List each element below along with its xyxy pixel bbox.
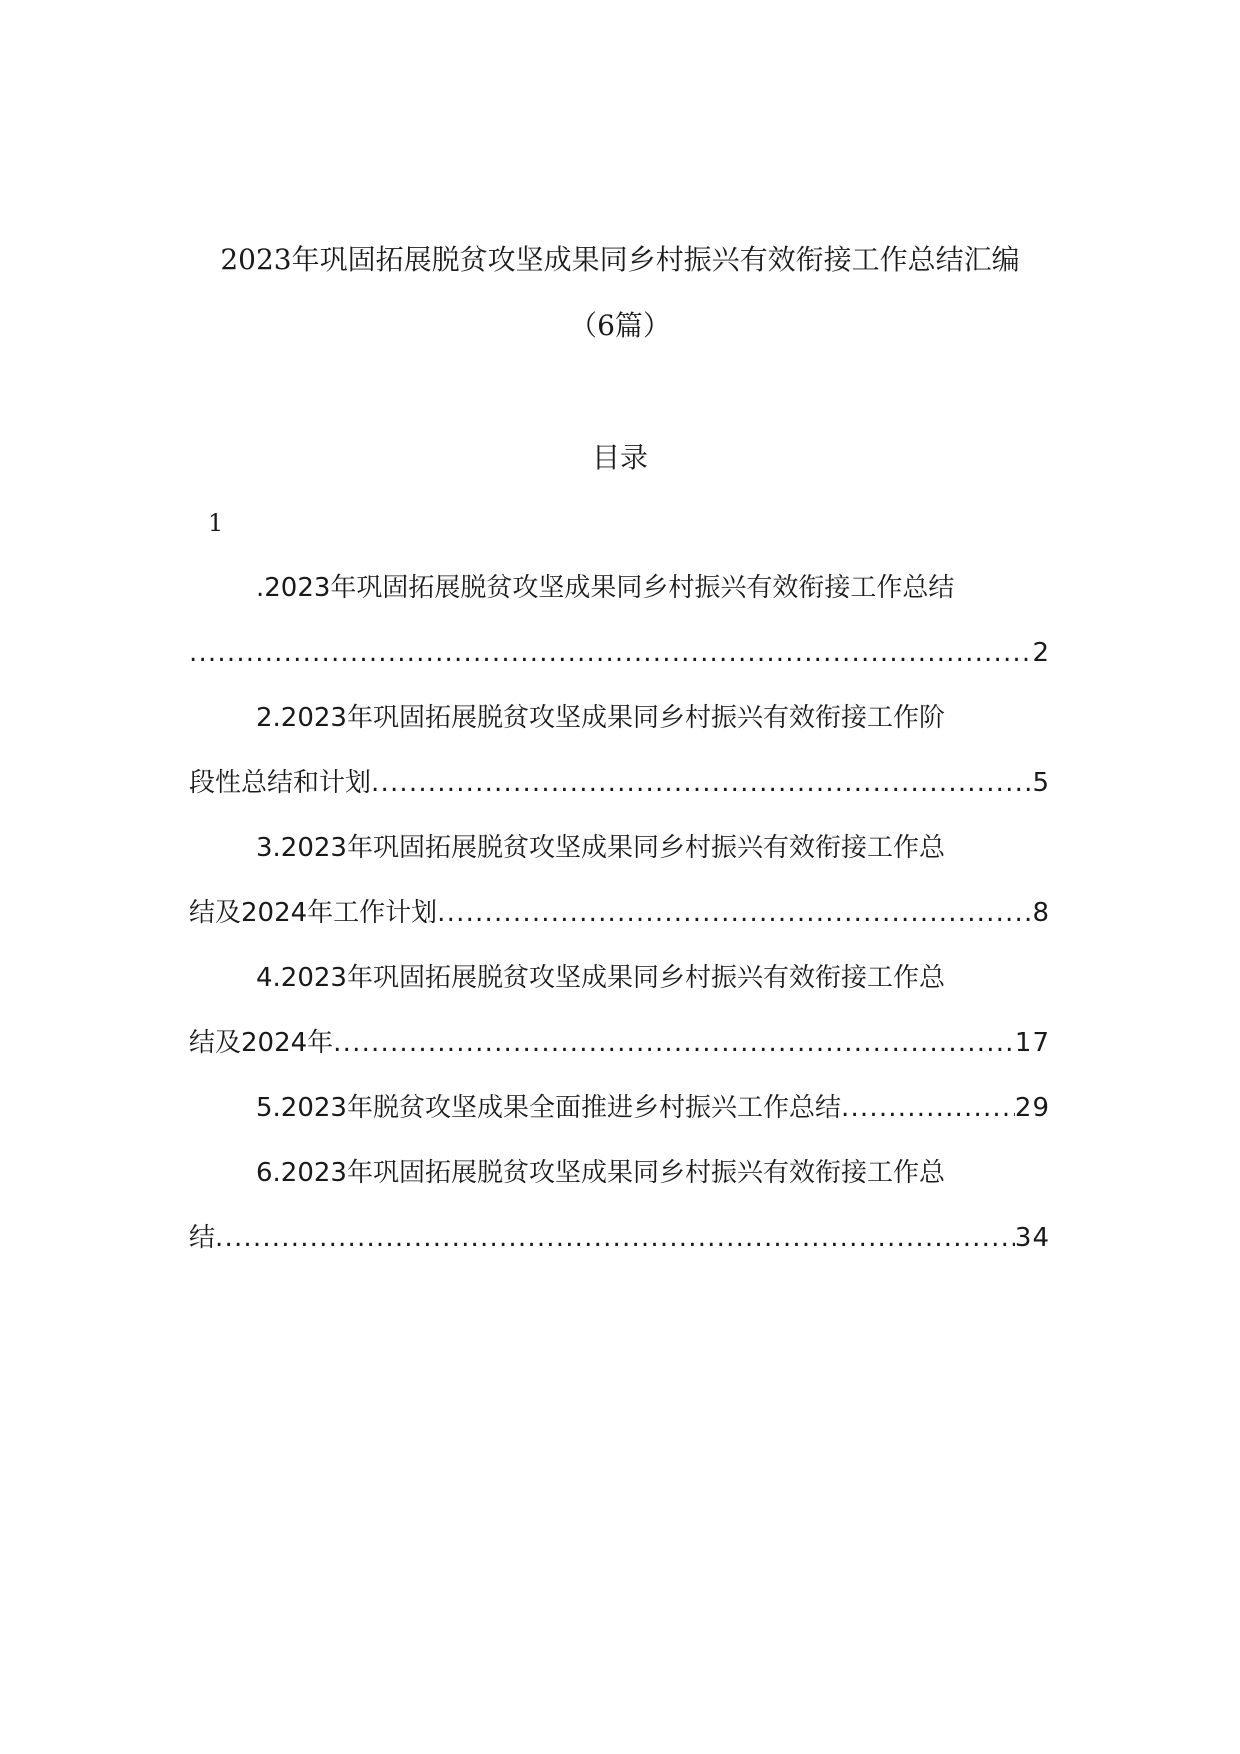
toc-leading-number: 1 <box>208 509 224 537</box>
toc-entry-4-title[interactable] <box>189 956 1050 1000</box>
toc-entry-3-text: 3.2023年巩固拓展脱贫攻坚成果同乡村振兴有效衔接工作总 <box>256 833 945 863</box>
toc-entry-4-text-cont: 结及2024年 <box>189 1028 334 1058</box>
toc-entry-6-text: 6.2023年巩固拓展脱贫攻坚成果同乡村振兴有效衔接工作总 <box>256 1158 945 1188</box>
toc-entry-1-title[interactable] <box>189 566 1050 610</box>
toc-entry-1-leader-line[interactable] <box>189 631 1050 675</box>
toc-dot-leader <box>189 631 1032 675</box>
toc-entry-2-title[interactable] <box>189 696 1050 740</box>
toc-entry-2-text-cont: 段性总结和计划 <box>189 768 372 798</box>
toc-dot-leader <box>841 1086 1015 1130</box>
toc-dot-leader <box>437 891 1032 935</box>
toc-heading: 目录 <box>591 441 648 474</box>
toc-entry-4-page: 17 <box>1014 1028 1050 1058</box>
toc-entry-3-page: 8 <box>1032 898 1050 928</box>
toc-dot-leader <box>371 761 1032 805</box>
toc-entry-4-leader-line[interactable] <box>189 1021 1050 1065</box>
toc-entry-3-text-cont: 结及2024年工作计划 <box>189 898 438 928</box>
document-title-count: （6篇） <box>569 309 671 342</box>
toc-entry-6-page: 34 <box>1014 1223 1050 1253</box>
toc-entry-6-leader-line[interactable] <box>189 1216 1050 1260</box>
toc-entry-2-text: 2.2023年巩固拓展脱贫攻坚成果同乡村振兴有效衔接工作阶 <box>256 703 945 733</box>
document-title: 2023年巩固拓展脱贫攻坚成果同乡村振兴有效衔接工作总结汇编 <box>220 243 1020 276</box>
toc-entry-1-text: .2023年巩固拓展脱贫攻坚成果同乡村振兴有效衔接工作总结 <box>256 573 955 603</box>
toc-dot-leader <box>215 1216 1015 1260</box>
toc-entry-1-page: 2 <box>1032 638 1050 668</box>
toc-entry-4-text: 4.2023年巩固拓展脱贫攻坚成果同乡村振兴有效衔接工作总 <box>256 963 945 993</box>
toc-entry-5-page: 29 <box>1014 1093 1050 1123</box>
toc-entry-5-leader-line[interactable] <box>189 1086 1050 1130</box>
toc-dot-leader <box>333 1021 1015 1065</box>
toc-entry-2-page: 5 <box>1032 768 1050 798</box>
toc-entry-5-text: 5.2023年脱贫攻坚成果全面推进乡村振兴工作总结 <box>256 1093 841 1123</box>
toc-entry-3-title[interactable] <box>189 826 1050 870</box>
toc-entry-3-leader-line[interactable] <box>189 891 1050 935</box>
toc-entry-6-text-cont: 结 <box>189 1223 216 1253</box>
toc-entry-2-leader-line[interactable] <box>189 761 1050 805</box>
toc-entry-6-title[interactable] <box>189 1151 1050 1195</box>
